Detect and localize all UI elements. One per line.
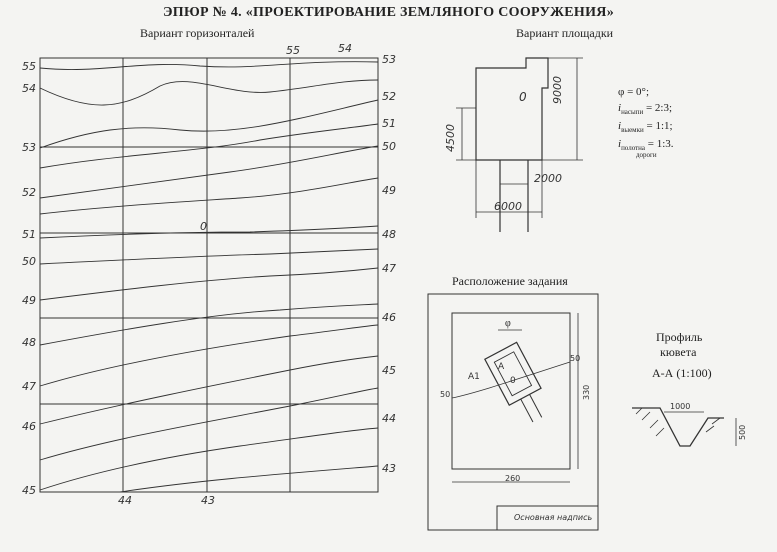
contour-line xyxy=(40,388,378,460)
contour-left-label: 51 xyxy=(22,228,36,241)
site-notch-width: 2000 xyxy=(534,172,562,185)
contour-line xyxy=(40,80,378,105)
contour-bottom-label: 44 xyxy=(118,494,132,507)
placement-leg xyxy=(530,394,542,417)
placement-left-value: 50 xyxy=(440,390,451,399)
contour-origin-mark: 0 xyxy=(200,220,207,233)
contour-bottom-label: 43 xyxy=(201,494,215,507)
contour-top-label: 55 xyxy=(286,44,300,57)
placement-drawing xyxy=(428,294,598,530)
contour-right-label: 53 xyxy=(382,53,396,66)
placement-origin: 0 xyxy=(510,376,516,386)
contour-right-label: 48 xyxy=(382,228,396,241)
contour-line xyxy=(40,226,378,238)
ditch-outline xyxy=(632,408,724,446)
contour-left-label: 46 xyxy=(22,420,36,433)
contour-line xyxy=(40,249,378,264)
contour-line xyxy=(40,178,378,214)
profile-width-dim: 1000 xyxy=(670,402,691,411)
contour-left-label: 49 xyxy=(22,294,36,307)
contour-left-label: 48 xyxy=(22,336,36,349)
profile-depth-dim: 500 xyxy=(738,424,747,440)
contour-left-label: 50 xyxy=(22,255,36,268)
contour-lines xyxy=(40,62,378,492)
site-height-total: 9000 xyxy=(551,76,564,104)
contour-right-label: 43 xyxy=(382,462,396,475)
param-cut: $i_{выемки}$ = 1:1; xyxy=(618,120,673,135)
site-label: Вариант площадки xyxy=(516,26,614,40)
contour-right-label: 44 xyxy=(382,412,396,425)
placement-point-a1: A1 xyxy=(468,372,480,382)
contour-line xyxy=(40,124,378,168)
placement-label: Расположение задания xyxy=(452,274,568,288)
placement-height-dim: 330 xyxy=(582,384,591,400)
param-road-sub2: дороги xyxy=(636,151,657,159)
site-origin-mark: 0 xyxy=(519,90,527,104)
contour-line xyxy=(40,325,378,386)
placement-phi: φ xyxy=(505,318,511,329)
placement-width-dim: 260 xyxy=(505,474,521,483)
contour-right-label: 45 xyxy=(382,364,396,377)
site-outline xyxy=(476,58,548,160)
contour-right-label: 52 xyxy=(382,90,396,103)
contour-left-label: 47 xyxy=(22,380,36,393)
contour-line xyxy=(40,356,378,424)
placement-right-value: 50 xyxy=(570,354,581,363)
param-phi: φ = 0°; xyxy=(618,86,650,98)
contour-map-label: Вариант горизонталей xyxy=(140,26,255,40)
contour-map xyxy=(40,58,378,492)
placement-building-inner xyxy=(494,352,531,396)
contour-line xyxy=(40,100,378,148)
contour-top-label: 54 xyxy=(338,42,352,55)
contour-map-frame xyxy=(40,58,378,492)
placement-building xyxy=(485,342,553,428)
profile-label-2: кювета xyxy=(660,345,697,359)
contour-right-label: 47 xyxy=(382,262,396,275)
param-road: $i_{полотна}$ = 1:3. xyxy=(618,138,674,153)
placement-outer-frame xyxy=(428,294,598,530)
contour-left-label: 45 xyxy=(22,484,36,497)
contour-left-label: 54 xyxy=(22,82,36,95)
param-embankment: $i_{насыпи}$ = 2:3; xyxy=(618,102,673,117)
contour-left-label: 52 xyxy=(22,186,36,199)
site-height-left: 4500 xyxy=(444,124,457,152)
ditch-profile xyxy=(632,408,736,446)
placement-inner-frame xyxy=(452,313,570,469)
contour-left-label: 53 xyxy=(22,141,36,154)
page-title: ЭПЮР № 4. «ПРОЕКТИРОВАНИЕ ЗЕМЛЯНОГО СООРУЖЕНИЯ» xyxy=(162,5,615,20)
contour-line xyxy=(40,146,378,198)
contour-right-label: 51 xyxy=(382,117,396,130)
contour-right-label: 50 xyxy=(382,140,396,153)
contour-line xyxy=(40,62,378,70)
profile-section: А-А (1:100) xyxy=(652,366,712,380)
placement-leg xyxy=(521,399,533,422)
profile-label: Профиль xyxy=(656,330,703,344)
contour-right-label: 49 xyxy=(382,184,396,197)
contour-right-label: 46 xyxy=(382,311,396,324)
contour-line xyxy=(40,268,378,300)
stamp-label: Основная надпись xyxy=(514,513,593,522)
contour-line xyxy=(40,304,378,345)
contour-left-label: 55 xyxy=(22,60,36,73)
site-width: 6000 xyxy=(494,200,522,213)
placement-point-a: A xyxy=(498,362,505,372)
contour-line xyxy=(120,466,378,492)
